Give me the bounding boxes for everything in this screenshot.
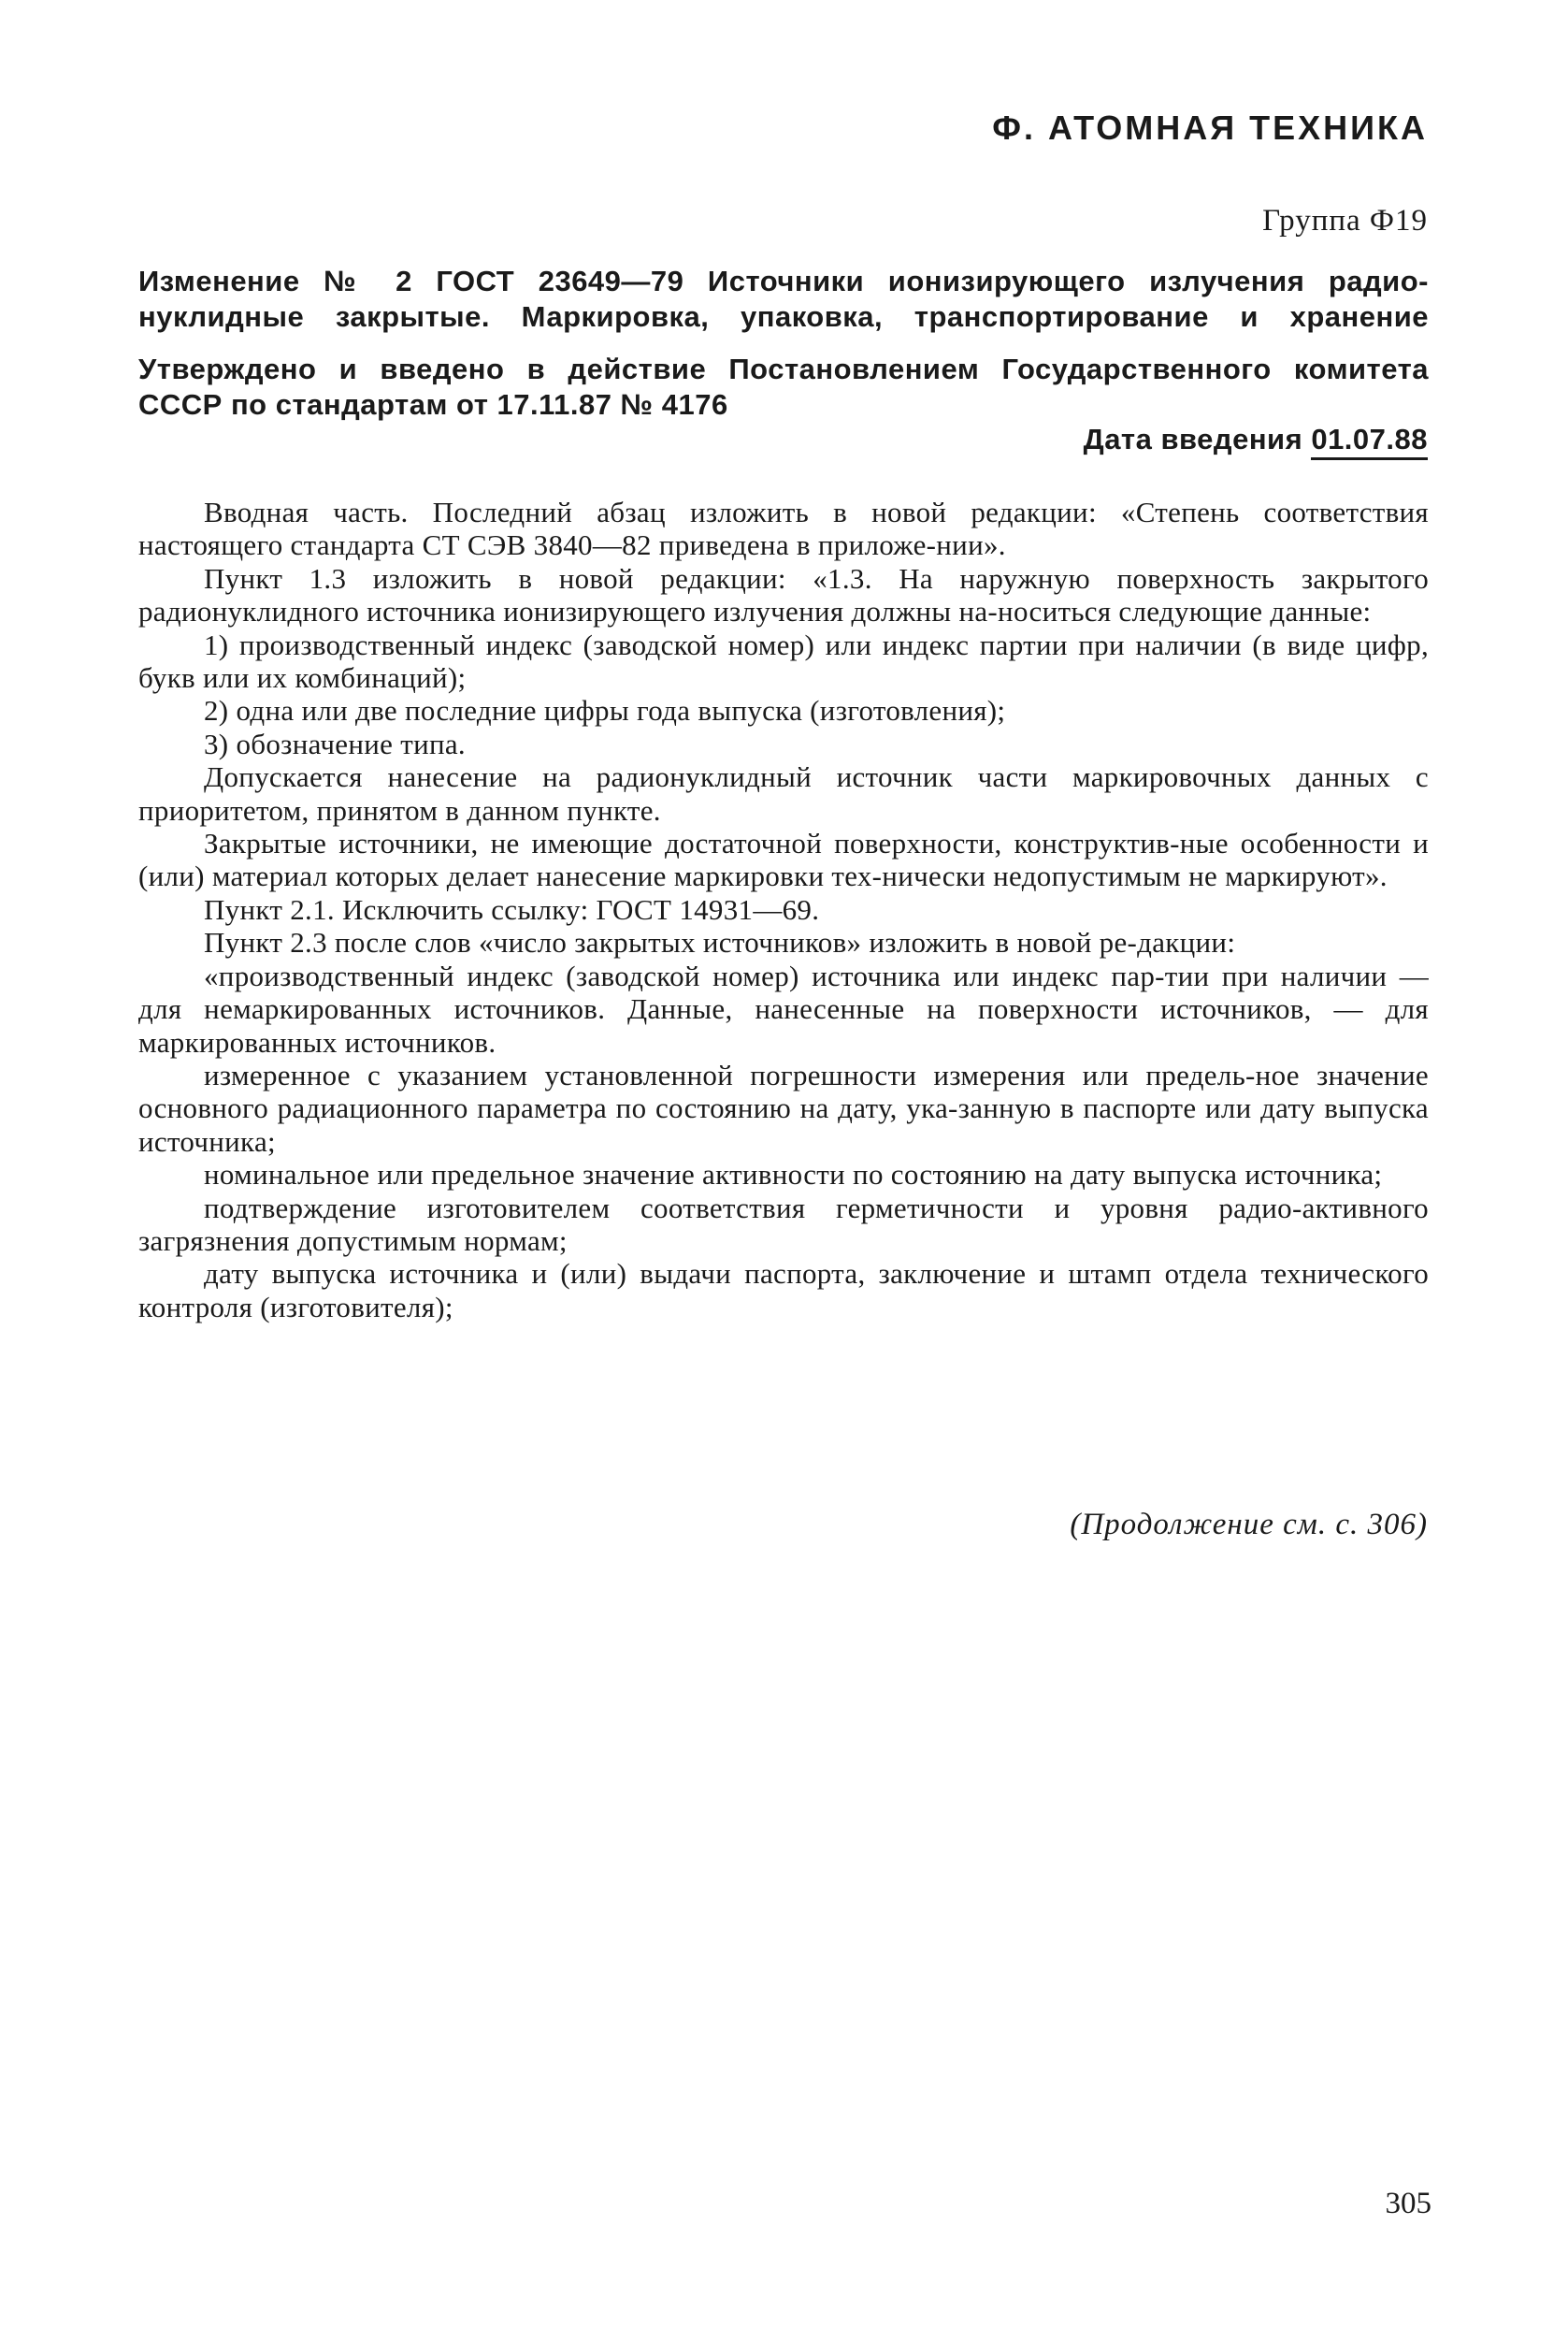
paragraph: Вводная часть. Последний абзац изложить в новой редакции: «Степень соответствия настоящего стандарта СТ СЭВ 3840—82 приведена в приложе-нии». <box>138 496 1429 562</box>
paragraph: Допускается нанесение на радионуклидный источник части маркировочных данных с приоритетом, принятом в данном пункте. <box>138 760 1429 827</box>
paragraph: «производственный индекс (заводской номер) источника или индекс пар-тии при наличии — для немаркированных источников. Данные, нанесенные на поверхности источников, — для маркированных источников. <box>138 959 1429 1059</box>
paragraph: Пункт 2.1. Исключить ссылку: ГОСТ 14931—69. <box>204 892 820 926</box>
change-title <box>138 264 1429 335</box>
approval-statement <box>138 352 1429 423</box>
paragraph: измеренное с указанием установленной погрешности измерения или предель-ное значение основного радиационного параметра по состоянию на дату, ука-занную в паспорте или дату выпуска источника; <box>138 1058 1429 1158</box>
change-title-line: Изменение № 2 ГОСТ 23649—79 Источники ионизирующего излучения радио- <box>138 265 1429 297</box>
paragraph: 1) производственный индекс (заводской номер) или индекс партии при наличии (в виде цифр, букв или их комбинаций); <box>138 628 1429 695</box>
paragraph: 3) обозначение типа. <box>204 727 466 760</box>
change-title-line: нуклидные закрытые. Маркировка, упаковка, транспортирование и хранение <box>138 300 1429 333</box>
paragraph: Пункт 1.3 изложить в новой редакции: «1.3. На наружную поверхность закрытого радионуклидного источника ионизирующего излучения должны на-носиться следующие данные: <box>138 561 1429 629</box>
paragraph: дату выпуска источника и (или) выдачи паспорта, заключение и штамп отдела технического контроля (изготовителя); <box>138 1257 1429 1323</box>
paragraph: подтверждение изготовителем соответствия герметичности и уровня радио-активного загрязнения допустимым нормам; <box>138 1191 1429 1257</box>
section-heading: Ф. АТОМНАЯ ТЕХНИКА <box>992 108 1428 147</box>
approval-line: СССР по стандартам от 17.11.87 № 4176 <box>138 388 728 421</box>
paragraph: номинальное или предельное значение активности по состоянию на дату выпуска источника; <box>204 1158 1383 1192</box>
effective-date-label: Дата введения <box>1083 423 1312 455</box>
paragraph: Пункт 2.3 после слов «число закрытых источников» изложить в новой ре-дакции: <box>204 926 1236 960</box>
page-number: 305 <box>1385 2187 1431 2220</box>
approval-line: Утверждено и введено в действие Постановлением Государственного комитета <box>138 353 1429 385</box>
effective-date <box>1084 423 1428 456</box>
continuation-note: (Продолжение см. с. 306) <box>1070 1508 1428 1541</box>
paragraph: Закрытые источники, не имеющие достаточной поверхности, конструктив-ные особенности и (или) материал которых делает нанесение маркировки тех-нически недопустимым не маркируют». <box>138 827 1429 893</box>
effective-date-value: 01.07.88 <box>1311 423 1428 460</box>
body-text <box>138 496 1429 1323</box>
paragraph: 2) одна или две последние цифры года выпуска (изготовления); <box>204 694 1006 728</box>
group-label: Группа Ф19 <box>1262 204 1428 238</box>
